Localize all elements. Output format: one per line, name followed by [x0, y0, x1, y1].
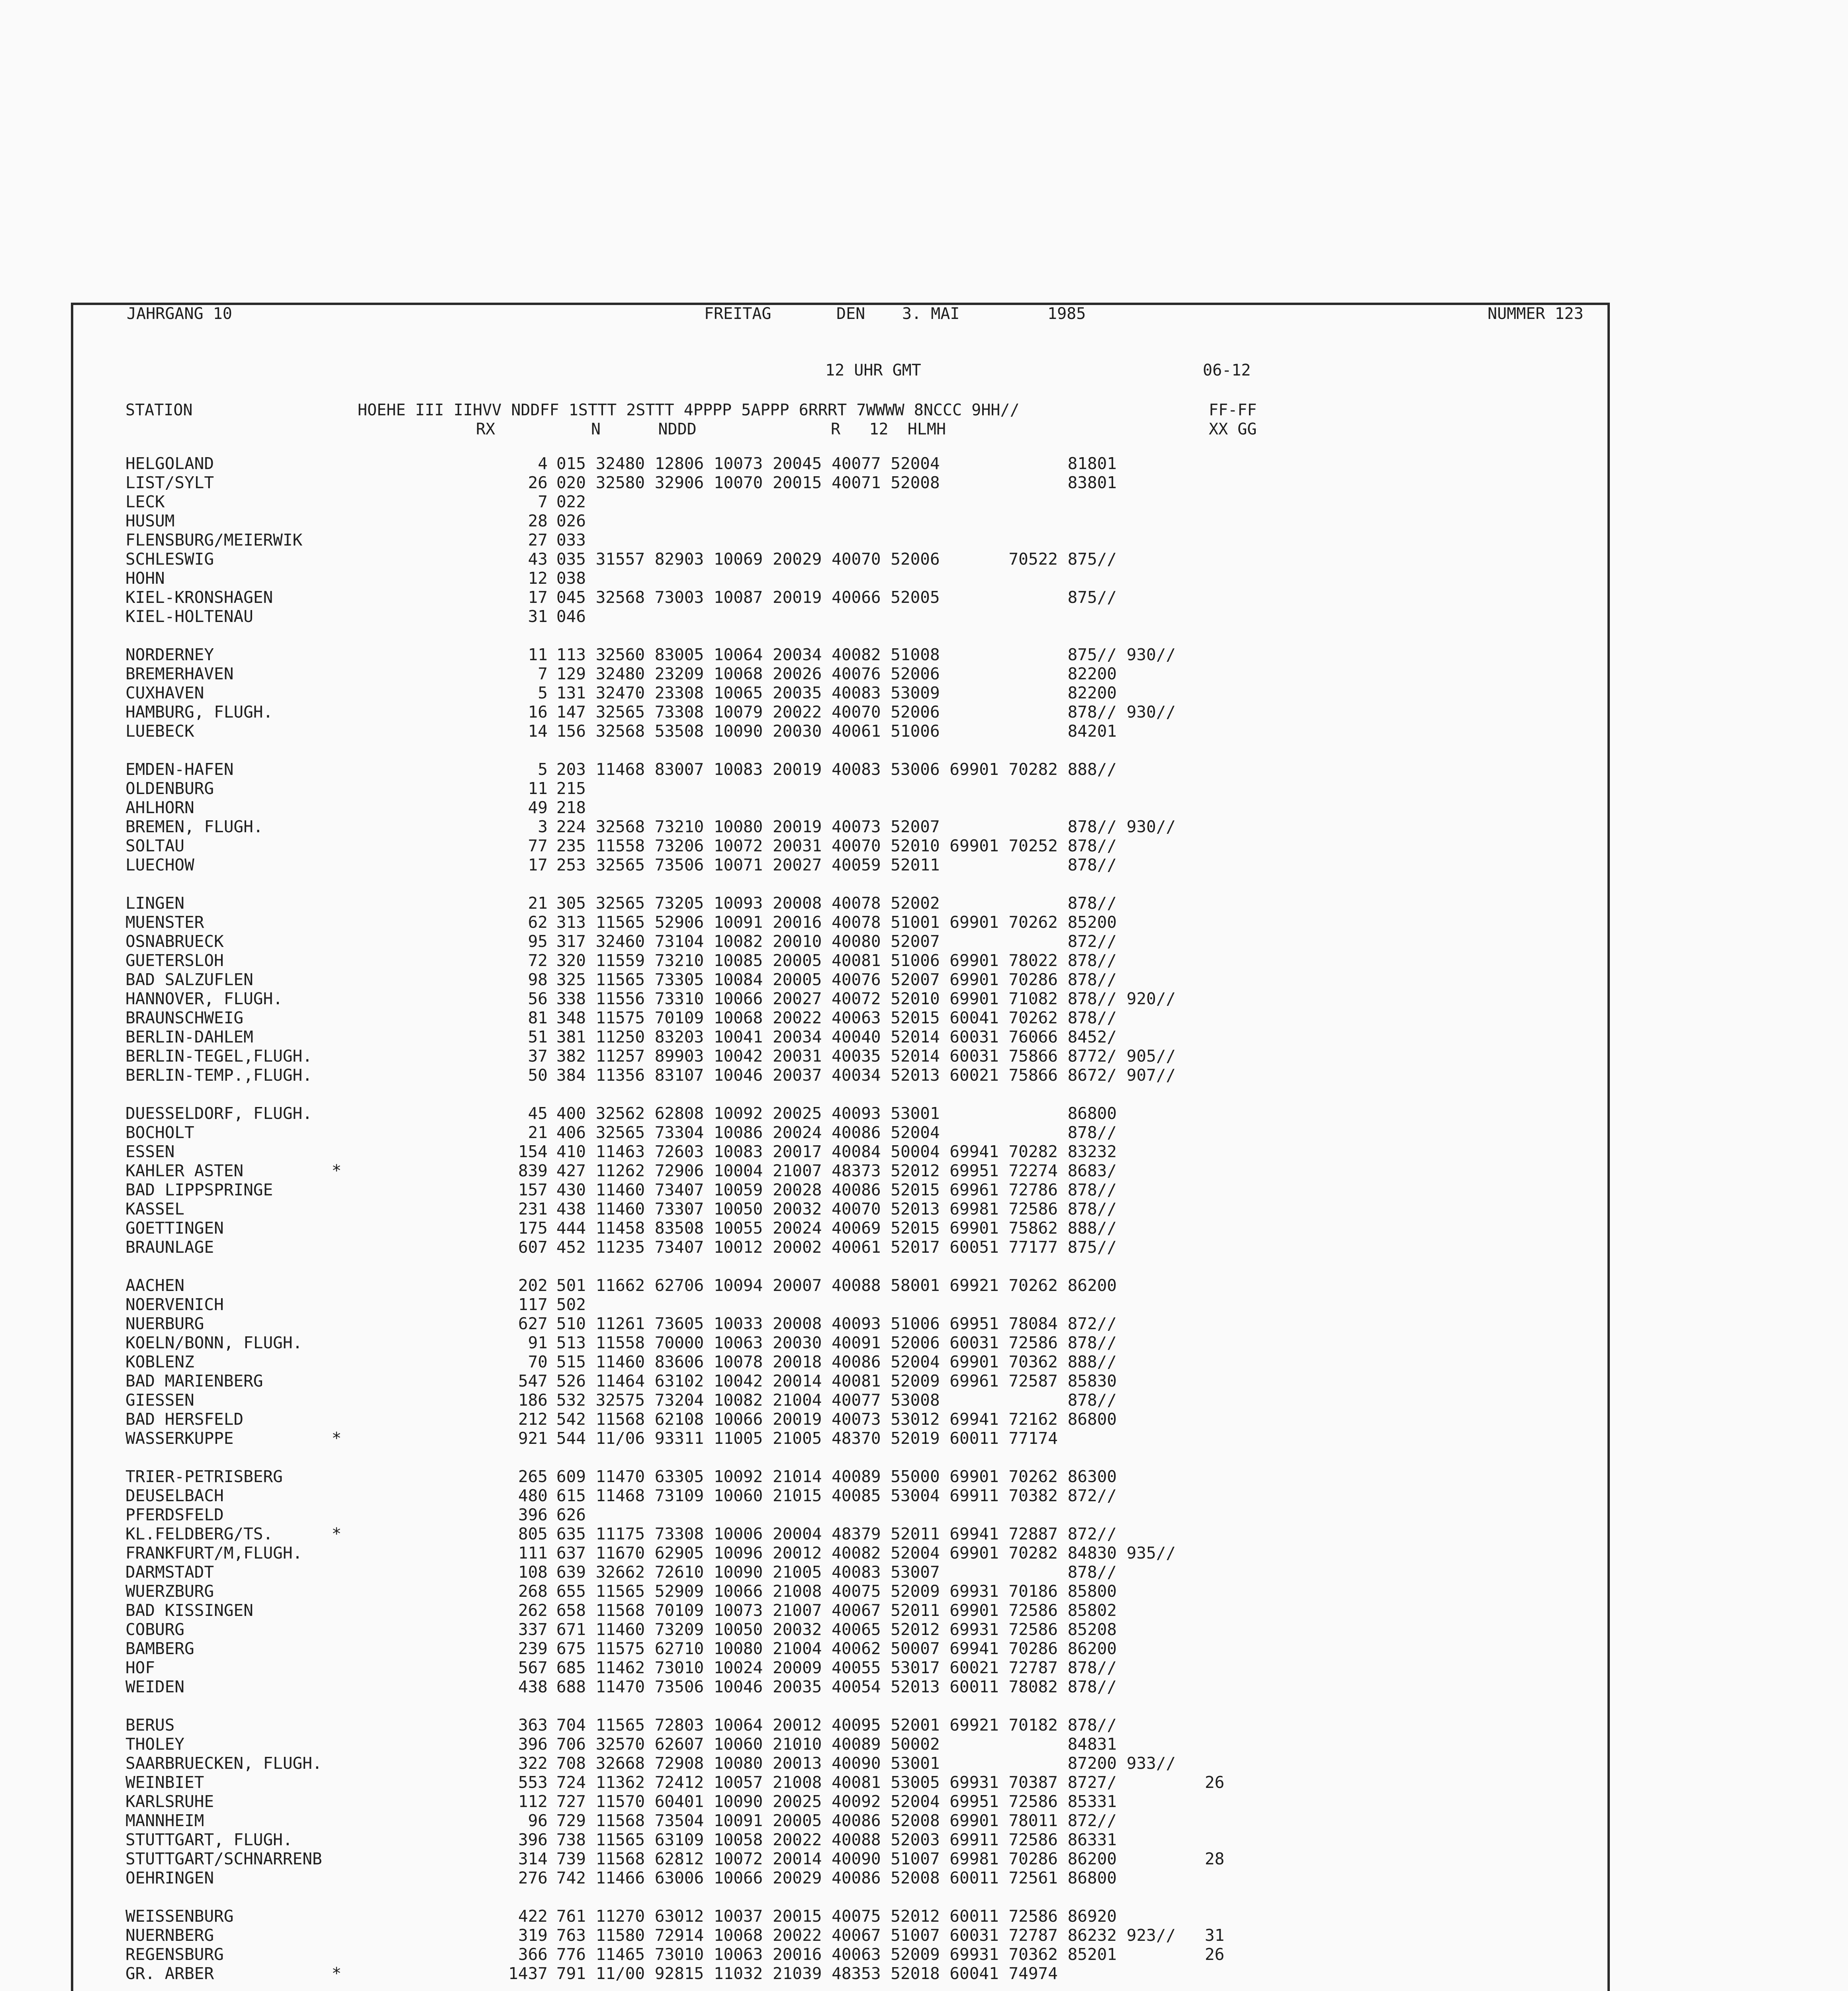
- station-name: WUERZBURG: [125, 1582, 214, 1601]
- station-height: 11: [528, 779, 548, 798]
- station-height: 322: [518, 1754, 548, 1773]
- station-height: 921: [518, 1429, 548, 1448]
- observation-codes: 427 11262 72906 10004 21007 48373 52012 69951 72274 8683/: [556, 1161, 1117, 1180]
- station-height: 27: [528, 530, 548, 550]
- station-name: AACHEN: [125, 1276, 185, 1295]
- station-height: 262: [518, 1601, 548, 1620]
- station-height: 12: [528, 569, 548, 588]
- observation-codes: 045 32568 73003 10087 20019 40066 52005 875//: [556, 588, 1117, 607]
- station-name: KIEL-KRONSHAGEN: [125, 588, 273, 607]
- station-name: SCHLESWIG: [125, 550, 214, 569]
- observation-codes: 038: [556, 569, 586, 588]
- observation-codes: 739 11568 62812 10072 20014 40090 51007 69981 70286 86200: [556, 1849, 1117, 1868]
- station-name: KAHLER ASTEN: [125, 1161, 244, 1180]
- station-height: 77: [528, 836, 548, 855]
- station-height: 212: [518, 1410, 548, 1429]
- station-height: 17: [528, 855, 548, 874]
- station-height: 21: [528, 1123, 548, 1142]
- observation-codes: 400 32562 62808 10092 20025 40093 53001 86800: [556, 1104, 1117, 1123]
- column-ff: FF-FF: [1209, 401, 1257, 419]
- observation-codes: 671 11460 73209 10050 20032 40065 52012 69931 72586 85208: [556, 1620, 1117, 1639]
- station-height: 547: [518, 1371, 548, 1391]
- observation-codes: 384 11356 83107 10046 20037 40034 52013 60021 75866 8672/ 907//: [556, 1066, 1176, 1085]
- observation-codes: 444 11458 83508 10055 20024 40069 52015 69901 75862 888//: [556, 1218, 1117, 1238]
- observation-codes: 626: [556, 1505, 586, 1524]
- issue-number: NUMMER 123: [1488, 305, 1584, 323]
- station-height: 14: [528, 722, 548, 741]
- observation-codes: 510 11261 73605 10033 20008 40093 51006 69951 78084 872//: [556, 1314, 1117, 1333]
- station-name: TRIER-PETRISBERG: [125, 1467, 283, 1486]
- observation-codes: 253 32565 73506 10071 20027 40059 52011 878//: [556, 855, 1117, 874]
- station-name: LECK: [125, 492, 165, 511]
- station-name: WEISSENBURG: [125, 1907, 234, 1926]
- station-height: 396: [518, 1505, 548, 1524]
- station-height: 51: [528, 1027, 548, 1046]
- observation-codes: 325 11565 73305 10084 20005 40076 52007 69901 70286 878//: [556, 970, 1117, 989]
- station-height: 805: [518, 1524, 548, 1543]
- station-name: STUTTGART, FLUGH.: [125, 1830, 293, 1849]
- station-height: 31: [528, 607, 548, 626]
- station-height: 553: [518, 1773, 548, 1792]
- observation-codes: 501 11662 62706 10094 20007 40088 58001 69921 70262 86200: [556, 1276, 1117, 1295]
- station-name: LINGEN: [125, 894, 185, 913]
- observation-codes: 706 32570 62607 10060 21010 40089 50002 84831: [556, 1735, 1117, 1754]
- station-height: 480: [518, 1486, 548, 1505]
- station-name: THOLEY: [125, 1735, 185, 1754]
- station-height: 28: [528, 511, 548, 530]
- observation-codes: 235 11558 73206 10072 20031 40070 52010 69901 70252 878//: [556, 836, 1117, 855]
- station-name: BERUS: [125, 1715, 175, 1735]
- station-name: KOBLENZ: [125, 1352, 194, 1371]
- station-height: 396: [518, 1735, 548, 1754]
- station-height: 157: [518, 1180, 548, 1199]
- station-name: BRAUNLAGE: [125, 1238, 214, 1257]
- observation-codes: 035 31557 82903 10069 20029 40070 52006 70522 875//: [556, 550, 1117, 569]
- station-height: 21: [528, 894, 548, 913]
- station-height: 50: [528, 1066, 548, 1085]
- observation-codes: 020 32580 32906 10070 20015 40071 52008 83801: [556, 473, 1117, 492]
- observation-codes: 639 32662 72610 10090 21005 40083 53007 878//: [556, 1563, 1117, 1582]
- station-name: BERLIN-TEMP.,FLUGH.: [125, 1066, 312, 1085]
- station-name: KIEL-HOLTENAU: [125, 607, 253, 626]
- station-height: 17: [528, 588, 548, 607]
- wind-gust: 26: [1205, 1773, 1225, 1792]
- year-label: 1985: [1047, 305, 1086, 323]
- station-name: BAD LIPPSPRINGE: [125, 1180, 273, 1199]
- station-name: KARLSRUHE: [125, 1792, 214, 1811]
- station-name: REGENSBURG: [125, 1945, 224, 1964]
- station-height: 26: [528, 473, 548, 492]
- station-height: 81: [528, 1008, 548, 1027]
- station-name: KASSEL: [125, 1199, 185, 1218]
- observation-time: 12 UHR GMT: [825, 361, 921, 379]
- station-name: NOERVENICH: [125, 1295, 224, 1314]
- station-name: BAD MARIENBERG: [125, 1371, 263, 1391]
- observation-codes: 688 11470 73506 10046 20035 40054 52013 60011 78082 878//: [556, 1677, 1117, 1696]
- station-height: 1437: [508, 1964, 548, 1983]
- column-xx-gg: XX GG: [1209, 420, 1257, 438]
- station-height: 56: [528, 989, 548, 1008]
- station-height: 366: [518, 1945, 548, 1964]
- observation-codes: 761 11270 63012 10037 20015 40075 52012 60011 72586 86920: [556, 1907, 1117, 1926]
- station-height: 4: [538, 454, 548, 473]
- period-label: 06-12: [1203, 361, 1251, 379]
- station-height: 202: [518, 1276, 548, 1295]
- station-height: 11: [528, 645, 548, 664]
- observation-codes: 305 32565 73205 10093 20008 40078 52002 878//: [556, 894, 1117, 913]
- observation-codes: 763 11580 72914 10068 20022 40067 51007 60031 72787 86232 923//: [556, 1926, 1176, 1945]
- station-name: MUENSTER: [125, 913, 204, 932]
- jahrgang-label: JAHRGANG 10: [127, 305, 232, 323]
- observation-codes: 348 11575 70109 10068 20022 40063 52015 60041 70262 878//: [556, 1008, 1117, 1027]
- observation-codes: 022: [556, 492, 586, 511]
- station-height: 567: [518, 1658, 548, 1677]
- station-height: 422: [518, 1907, 548, 1926]
- mountain-marker: *: [331, 1429, 342, 1448]
- observation-codes: 704 11565 72803 10064 20012 40095 52001 69921 70182 878//: [556, 1715, 1117, 1735]
- station-name: MANNHEIM: [125, 1811, 204, 1830]
- observation-codes: 526 11464 63102 10042 20014 40081 52009 69961 72587 85830: [556, 1371, 1117, 1391]
- observation-codes: 776 11465 73010 10063 20016 40063 52009 69931 70362 85201: [556, 1945, 1117, 1964]
- observation-codes: 791 11/00 92815 11032 21039 48353 52018 60041 74974: [556, 1964, 1058, 1983]
- observation-codes: 156 32568 53508 10090 20030 40061 51006 84201: [556, 722, 1117, 741]
- observation-codes: 513 11558 70000 10063 20030 40091 52006 60031 72586 878//: [556, 1333, 1117, 1352]
- den-label: DEN: [836, 305, 865, 323]
- station-height: 186: [518, 1391, 548, 1410]
- station-height: 438: [518, 1677, 548, 1696]
- station-name: GUETERSLOH: [125, 951, 224, 970]
- station-name: BREMEN, FLUGH.: [125, 817, 263, 836]
- station-name: WEINBIET: [125, 1773, 204, 1792]
- station-height: 95: [528, 932, 548, 951]
- station-name: EMDEN-HAFEN: [125, 760, 234, 779]
- observation-codes: 015 32480 12806 10073 20045 40077 52004 81801: [556, 454, 1117, 473]
- station-name: BERLIN-DAHLEM: [125, 1027, 253, 1046]
- station-name: BERLIN-TEGEL,FLUGH.: [125, 1046, 312, 1066]
- observation-codes: 317 32460 73104 10082 20010 40080 52007 872//: [556, 932, 1117, 951]
- station-height: 231: [518, 1199, 548, 1218]
- observation-codes: 708 32668 72908 10080 20013 40090 53001 87200 933//: [556, 1754, 1176, 1773]
- station-height: 314: [518, 1849, 548, 1868]
- station-name: HOHN: [125, 569, 165, 588]
- station-name: CUXHAVEN: [125, 683, 204, 702]
- station-name: BREMERHAVEN: [125, 664, 234, 683]
- station-name: BAD HERSFELD: [125, 1410, 244, 1429]
- observation-codes: 542 11568 62108 10066 20019 40073 53012 69941 72162 86800: [556, 1410, 1117, 1429]
- observation-codes: 515 11460 83606 10078 20018 40086 52004 69901 70362 888//: [556, 1352, 1117, 1371]
- station-height: 117: [518, 1295, 548, 1314]
- observation-codes: 438 11460 73307 10050 20032 40070 52013 69981 72586 878//: [556, 1199, 1117, 1218]
- station-name: HAMBURG, FLUGH.: [125, 702, 273, 722]
- station-name: WEIDEN: [125, 1677, 185, 1696]
- station-name: KL.FELDBERG/TS.: [125, 1524, 273, 1543]
- column-station: STATION: [125, 401, 193, 419]
- station-height: 72: [528, 951, 548, 970]
- observation-codes: 655 11565 52909 10066 21008 40075 52009 69931 70186 85800: [556, 1582, 1117, 1601]
- station-name: DUESSELDORF, FLUGH.: [125, 1104, 312, 1123]
- station-name: GIESSEN: [125, 1391, 194, 1410]
- station-height: 5: [538, 683, 548, 702]
- observation-codes: 320 11559 73210 10085 20005 40081 51006 69901 78022 878//: [556, 951, 1117, 970]
- station-name: WASSERKUPPE: [125, 1429, 234, 1448]
- station-height: 37: [528, 1046, 548, 1066]
- observation-codes: 609 11470 63305 10092 21014 40089 55000 69901 70262 86300: [556, 1467, 1117, 1486]
- station-name: AHLHORN: [125, 798, 194, 817]
- station-name: LIST/SYLT: [125, 473, 214, 492]
- station-height: 112: [518, 1792, 548, 1811]
- station-height: 154: [518, 1142, 548, 1161]
- station-name: BAD SALZUFLEN: [125, 970, 253, 989]
- observation-codes: 658 11568 70109 10073 21007 40067 52011 69901 72586 85802: [556, 1601, 1117, 1620]
- observation-codes: 382 11257 89903 10042 20031 40035 52014 60031 75866 8772/ 905//: [556, 1046, 1176, 1066]
- observation-codes: 215: [556, 779, 586, 798]
- observation-codes: 338 11556 73310 10066 20027 40072 52010 69901 71082 878// 920//: [556, 989, 1176, 1008]
- station-name: DEUSELBACH: [125, 1486, 224, 1505]
- station-height: 337: [518, 1620, 548, 1639]
- observation-codes: 224 32568 73210 10080 20019 40073 52007 878// 930//: [556, 817, 1176, 836]
- observation-codes: 033: [556, 530, 586, 550]
- observation-codes: 026: [556, 511, 586, 530]
- observation-codes: 129 32480 23209 10068 20026 40076 52006 82200: [556, 664, 1117, 683]
- station-height: 363: [518, 1715, 548, 1735]
- observation-codes: 046: [556, 607, 586, 626]
- column-codes-line2: RX N NDDD R 12 HLMH: [476, 420, 946, 438]
- wind-gust: 26: [1205, 1945, 1225, 1964]
- station-name: BOCHOLT: [125, 1123, 194, 1142]
- station-name: SOLTAU: [125, 836, 185, 855]
- observation-codes: 113 32560 83005 10064 20034 40082 51008 875// 930//: [556, 645, 1176, 664]
- station-height: 7: [538, 492, 548, 511]
- station-height: 265: [518, 1467, 548, 1486]
- observation-codes: 406 32565 73304 10086 20024 40086 52004 878//: [556, 1123, 1117, 1142]
- station-height: 70: [528, 1352, 548, 1371]
- station-height: 62: [528, 913, 548, 932]
- station-name: DARMSTADT: [125, 1563, 214, 1582]
- mountain-marker: *: [331, 1161, 342, 1180]
- mountain-marker: *: [331, 1964, 342, 1983]
- station-height: 91: [528, 1333, 548, 1352]
- observation-codes: 430 11460 73407 10059 20028 40086 52015 69961 72786 878//: [556, 1180, 1117, 1199]
- station-name: NUERNBERG: [125, 1926, 214, 1945]
- station-height: 319: [518, 1926, 548, 1945]
- observation-codes: 729 11568 73504 10091 20005 40086 52008 69901 78011 872//: [556, 1811, 1117, 1830]
- station-height: 839: [518, 1161, 548, 1180]
- station-name: FRANKFURT/M,FLUGH.: [125, 1543, 303, 1563]
- station-name: GR. ARBER: [125, 1964, 214, 1983]
- station-height: 49: [528, 798, 548, 817]
- column-codes-line1: HOEHE III IIHVV NDDFF 1STTT 2STTT 4PPPP 5APPP 6RRRT 7WWWW 8NCCC 9HH//: [358, 401, 1020, 419]
- station-name: OSNABRUECK: [125, 932, 224, 951]
- station-height: 276: [518, 1868, 548, 1887]
- station-name: LUEBECK: [125, 722, 194, 741]
- station-height: 268: [518, 1582, 548, 1601]
- station-height: 7: [538, 664, 548, 683]
- observation-codes: 724 11362 72412 10057 21008 40081 53005 69931 70387 8727/: [556, 1773, 1117, 1792]
- station-name: COBURG: [125, 1620, 185, 1639]
- station-name: BRAUNSCHWEIG: [125, 1008, 244, 1027]
- observation-codes: 532 32575 73204 10082 21004 40077 53008 878//: [556, 1391, 1117, 1410]
- station-height: 5: [538, 760, 548, 779]
- observation-codes: 544 11/06 93311 11005 21005 48370 52019 60011 77174: [556, 1429, 1058, 1448]
- station-height: 98: [528, 970, 548, 989]
- station-height: 96: [528, 1811, 548, 1830]
- observation-codes: 635 11175 73308 10006 20004 48379 52011 69941 72887 872//: [556, 1524, 1117, 1543]
- station-name: NORDERNEY: [125, 645, 214, 664]
- station-name: HOF: [125, 1658, 155, 1677]
- day-label: FREITAG: [704, 305, 771, 323]
- station-name: OEHRINGEN: [125, 1868, 214, 1887]
- observation-codes: 742 11466 63006 10066 20029 40086 52008 60011 72561 86800: [556, 1868, 1117, 1887]
- observation-codes: 452 11235 73407 10012 20002 40061 52017 60051 77177 875//: [556, 1238, 1117, 1257]
- observation-codes: 675 11575 62710 10080 21004 40062 50007 69941 70286 86200: [556, 1639, 1117, 1658]
- mountain-marker: *: [331, 1524, 342, 1543]
- station-height: 45: [528, 1104, 548, 1123]
- station-name: PFERDSFELD: [125, 1505, 224, 1524]
- station-height: 396: [518, 1830, 548, 1849]
- observation-codes: 615 11468 73109 10060 21015 40085 53004 69911 70382 872//: [556, 1486, 1117, 1505]
- station-name: OLDENBURG: [125, 779, 214, 798]
- date-label: 3. MAI: [902, 305, 960, 323]
- station-name: HUSUM: [125, 511, 175, 530]
- observation-codes: 147 32565 73308 10079 20022 40070 52006 878// 930//: [556, 702, 1176, 722]
- station-name: GOETTINGEN: [125, 1218, 224, 1238]
- station-name: BAMBERG: [125, 1639, 194, 1658]
- wind-gust: 31: [1205, 1926, 1225, 1945]
- station-name: LUECHOW: [125, 855, 194, 874]
- station-height: 607: [518, 1238, 548, 1257]
- station-height: 108: [518, 1563, 548, 1582]
- station-name: NUERBURG: [125, 1314, 204, 1333]
- observation-codes: 131 32470 23308 10065 20035 40083 53009 82200: [556, 683, 1117, 702]
- observation-codes: 218: [556, 798, 586, 817]
- station-height: 239: [518, 1639, 548, 1658]
- observation-codes: 738 11565 63109 10058 20022 40088 52003 69911 72586 86331: [556, 1830, 1117, 1849]
- station-height: 16: [528, 702, 548, 722]
- observation-codes: 685 11462 73010 10024 20009 40055 53017 60021 72787 878//: [556, 1658, 1117, 1677]
- station-height: 43: [528, 550, 548, 569]
- station-name: HANNOVER, FLUGH.: [125, 989, 283, 1008]
- station-name: BAD KISSINGEN: [125, 1601, 253, 1620]
- station-name: KOELN/BONN, FLUGH.: [125, 1333, 303, 1352]
- station-name: STUTTGART/SCHNARRENB: [125, 1849, 322, 1868]
- station-height: 111: [518, 1543, 548, 1563]
- wind-gust: 28: [1205, 1849, 1225, 1868]
- observation-codes: 727 11570 60401 10090 20025 40092 52004 69951 72586 85331: [556, 1792, 1117, 1811]
- observation-codes: 502: [556, 1295, 586, 1314]
- observation-codes: 313 11565 52906 10091 20016 40078 51001 69901 70262 85200: [556, 913, 1117, 932]
- station-name: ESSEN: [125, 1142, 175, 1161]
- station-name: FLENSBURG/MEIERWIK: [125, 530, 303, 550]
- observation-codes: 203 11468 83007 10083 20019 40083 53006 69901 70282 888//: [556, 760, 1117, 779]
- station-name: SAARBRUECKEN, FLUGH.: [125, 1754, 322, 1773]
- observation-codes: 637 11670 62905 10096 20012 40082 52004 69901 70282 84830 935//: [556, 1543, 1176, 1563]
- station-name: HELGOLAND: [125, 454, 214, 473]
- observation-codes: 410 11463 72603 10083 20017 40084 50004 69941 70282 83232: [556, 1142, 1117, 1161]
- observation-codes: 381 11250 83203 10041 20034 40040 52014 60031 76066 8452/: [556, 1027, 1117, 1046]
- station-height: 3: [538, 817, 548, 836]
- station-height: 627: [518, 1314, 548, 1333]
- station-height: 175: [518, 1218, 548, 1238]
